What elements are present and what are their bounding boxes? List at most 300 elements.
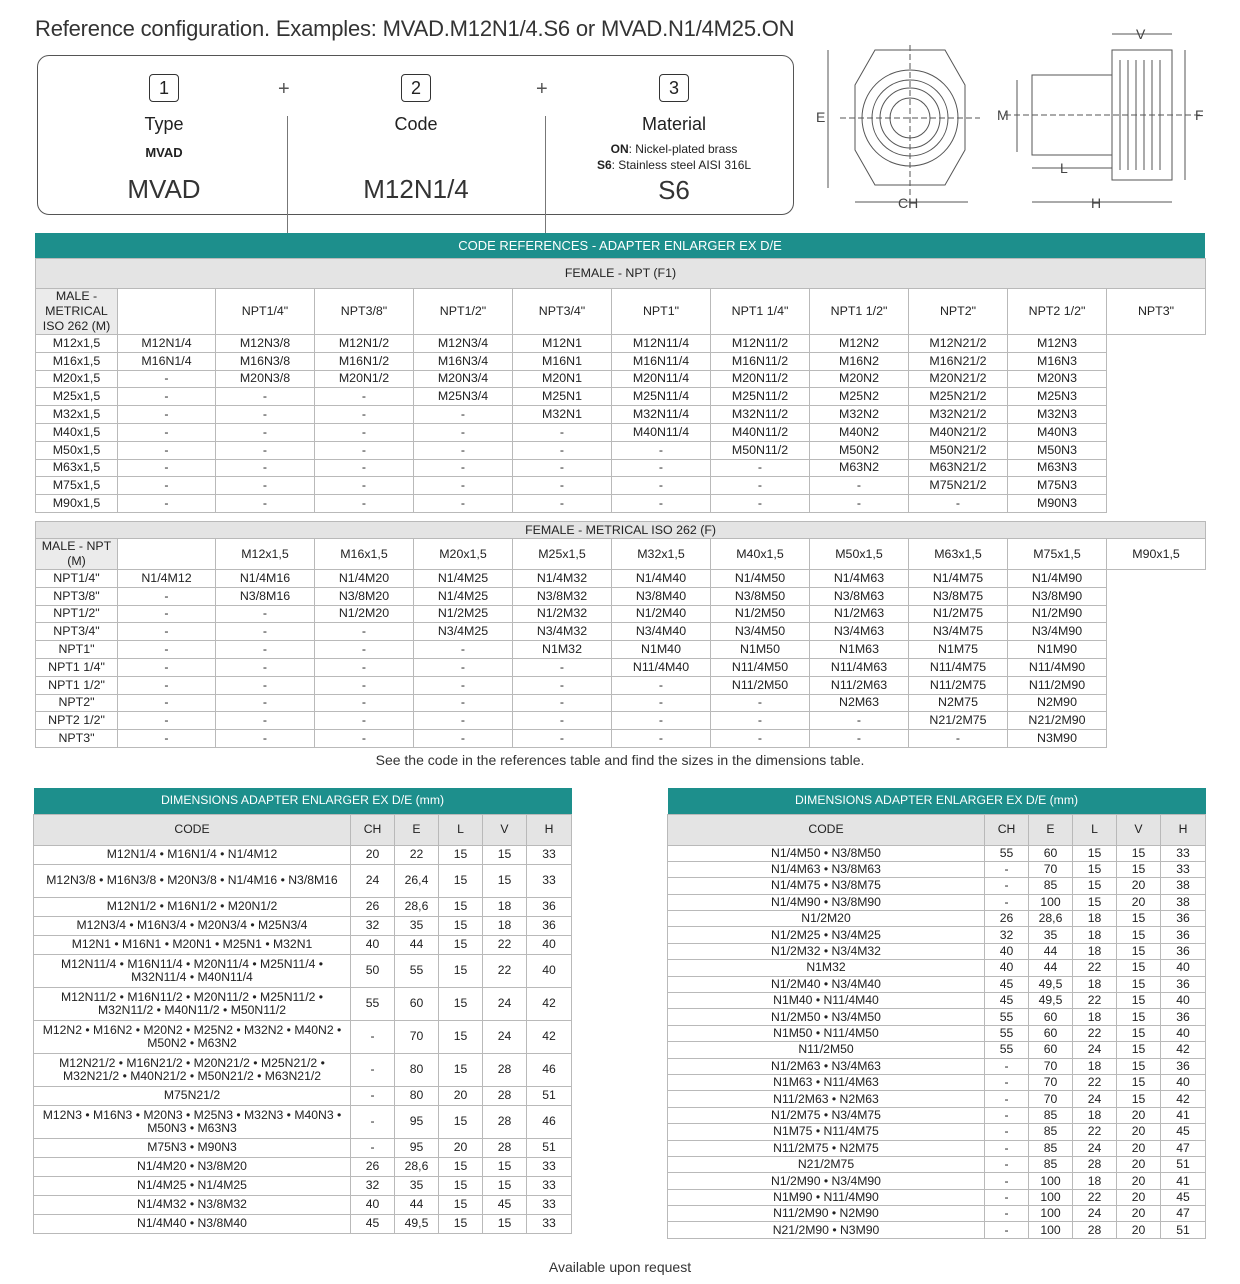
table-cell: 85 — [1029, 1124, 1073, 1140]
table-cell: 33 — [527, 864, 572, 897]
adapter-diagram — [810, 20, 1210, 220]
table-cell: - — [118, 370, 216, 388]
table-row — [34, 1157, 572, 1176]
footer-note: Available upon request — [548, 1259, 692, 1275]
table-cell: M12N11/4 — [612, 335, 711, 353]
table-row — [36, 730, 1206, 748]
table-cell: N3/8M16 — [216, 587, 315, 605]
row-header: NPT1/2" — [36, 605, 118, 623]
column-header: M32x1,5 — [612, 539, 711, 570]
table-cell: N21/2M75 — [909, 712, 1008, 730]
table-cell: 36 — [1161, 943, 1206, 959]
table-cell: N1/4M12 — [118, 570, 216, 588]
table-cell: 15 — [1117, 1042, 1161, 1058]
table-cell: 70 — [1029, 861, 1073, 877]
table-cell: 55 — [985, 1042, 1029, 1058]
config-code — [290, 56, 542, 214]
table-cell: 28 — [483, 1053, 527, 1086]
npt-female-table — [35, 258, 1206, 513]
table-cell: 60 — [395, 987, 439, 1020]
column-header: M63x1,5 — [909, 539, 1008, 570]
dim-label-e: E — [816, 109, 826, 125]
table-cell: - — [414, 406, 513, 424]
table-cell: 15 — [483, 1214, 527, 1233]
code-cell: N1/2M90 • N3/4M90 — [668, 1173, 985, 1189]
plus-sign: + — [278, 78, 290, 100]
column-header: CODE — [668, 814, 985, 845]
dim-label-ch: CH — [898, 195, 919, 211]
table-cell: 33 — [1161, 845, 1206, 861]
table-row — [34, 845, 572, 864]
row-header: M32x1,5 — [36, 406, 118, 424]
table-cell: - — [315, 388, 414, 406]
table-cell: 32 — [351, 1176, 395, 1195]
table-cell: - — [711, 712, 810, 730]
code-cell: N1/4M75 • N3/8M75 — [668, 878, 985, 894]
table-cell: M16N1 — [513, 352, 612, 370]
table-cell: 28 — [1073, 1156, 1117, 1172]
table-cell: M32N11/4 — [612, 406, 711, 424]
table-cell: 55 — [985, 845, 1029, 861]
table-cell: N1/2M90 — [1008, 605, 1107, 623]
table-cell: M32N2 — [810, 406, 909, 424]
table-cell: 70 — [1029, 1074, 1073, 1090]
table-cell: - — [118, 388, 216, 406]
table-cell: N11/2M90 — [1008, 676, 1107, 694]
table-row — [668, 1189, 1206, 1205]
table-cell: 95 — [395, 1138, 439, 1157]
table-cell: M16N11/4 — [612, 352, 711, 370]
table-row — [34, 954, 572, 987]
table-cell: 15 — [439, 935, 483, 954]
code-cell: N1/2M50 • N3/4M50 — [668, 1009, 985, 1025]
table-cell: 35 — [395, 916, 439, 935]
table-cell: 22 — [1073, 1025, 1117, 1041]
table-cell: 28 — [483, 1105, 527, 1138]
table-row — [34, 897, 572, 916]
table-cell: 35 — [1029, 927, 1073, 943]
table-cell: M12N21/2 — [909, 335, 1008, 353]
table-cell: M16N2 — [810, 352, 909, 370]
table-cell: - — [909, 730, 1008, 748]
code-cell: N1/2M63 • N3/4M63 — [668, 1058, 985, 1074]
table-cell: - — [216, 641, 315, 659]
code-cell: N1/2M40 • N3/4M40 — [668, 976, 985, 992]
table-cell: - — [612, 495, 711, 513]
table-cell: - — [118, 406, 216, 424]
table-cell: M25N21/2 — [909, 388, 1008, 406]
table-cell: 85 — [1029, 1156, 1073, 1172]
table-cell: - — [414, 423, 513, 441]
code-cell: N11/2M63 • N2M63 — [668, 1091, 985, 1107]
table-cell: M12N1/2 — [315, 335, 414, 353]
table-cell: M50N21/2 — [909, 441, 1008, 459]
table-cell: 24 — [483, 1020, 527, 1053]
table-cell: 22 — [1073, 1189, 1117, 1205]
row-header: M12x1,5 — [36, 335, 118, 353]
table-cell: 20 — [1117, 1173, 1161, 1189]
table-cell: N1/2M32 — [513, 605, 612, 623]
table-cell: 47 — [1161, 1206, 1206, 1222]
table-row — [34, 1138, 572, 1157]
table-cell: 49,5 — [1029, 976, 1073, 992]
column-header: H — [1161, 814, 1206, 845]
table-subtitle: FEMALE - NPT (F1) — [36, 259, 1206, 289]
table-cell: N1/4M32 — [513, 570, 612, 588]
table-cell: - — [315, 658, 414, 676]
table-cell: N1/2M63 — [810, 605, 909, 623]
table-cell: - — [909, 495, 1008, 513]
table-cell: M12N11/2 — [711, 335, 810, 353]
table-cell: 70 — [395, 1020, 439, 1053]
table-cell: 22 — [1073, 960, 1117, 976]
table-cell: - — [612, 712, 711, 730]
code-cell: M12N3/4 • M16N3/4 • M20N3/4 • M25N3/4 — [34, 916, 351, 935]
table-cell: 46 — [527, 1105, 572, 1138]
material-option-s6: S6: Stainless steel AISI 316L — [596, 158, 752, 172]
table-cell: - — [985, 1074, 1029, 1090]
table-cell: 40 — [1161, 993, 1206, 1009]
table-cell: 15 — [1117, 1058, 1161, 1074]
table-cell: 100 — [1029, 894, 1073, 910]
table-cell: - — [414, 441, 513, 459]
table-cell: 85 — [1029, 878, 1073, 894]
table-row — [36, 623, 1206, 641]
table-cell: 15 — [1117, 960, 1161, 976]
table-cell: M20N3/4 — [414, 370, 513, 388]
table-cell: N11/4M63 — [810, 658, 909, 676]
table-cell: 15 — [439, 987, 483, 1020]
table-cell: 70 — [1029, 1058, 1073, 1074]
column-header: NPT3/8" — [315, 289, 414, 335]
table-row — [668, 911, 1206, 927]
code-cell: N1/2M32 • N3/4M32 — [668, 943, 985, 959]
column-header: CH — [351, 814, 395, 845]
table-row — [668, 1156, 1206, 1172]
table-cell: 45 — [1161, 1124, 1206, 1140]
code-cell: N1M32 — [668, 960, 985, 976]
table-cell: M50N11/2 — [711, 441, 810, 459]
code-cell: N1/4M40 • N3/8M40 — [34, 1214, 351, 1233]
dim-label-m: M — [997, 107, 1009, 123]
code-cell: N1/2M25 • N3/4M25 — [668, 927, 985, 943]
hex-front-view — [828, 45, 980, 202]
table-cell: - — [414, 694, 513, 712]
table-cell: - — [414, 658, 513, 676]
table-cell: 15 — [439, 1214, 483, 1233]
column-header: E — [395, 814, 439, 845]
table-row — [668, 976, 1206, 992]
table-cell: M25N2 — [810, 388, 909, 406]
table-cell: M12N2 — [810, 335, 909, 353]
table-cell: 18 — [1073, 927, 1117, 943]
code-cell: M75N3 • M90N3 — [34, 1138, 351, 1157]
table-cell: - — [118, 441, 216, 459]
table-cell: 28 — [483, 1086, 527, 1105]
table-cell: M40N21/2 — [909, 423, 1008, 441]
table-cell: 40 — [985, 943, 1029, 959]
table-cell: 15 — [1073, 878, 1117, 894]
table-cell: - — [810, 712, 909, 730]
code-cell: N11/2M90 • N2M90 — [668, 1206, 985, 1222]
table-cell: - — [414, 712, 513, 730]
row-header: NPT1/4" — [36, 570, 118, 588]
table-cell: 22 — [483, 954, 527, 987]
table-cell: N3/4M32 — [513, 623, 612, 641]
row-group-label: MALE - NPT (M) — [36, 539, 118, 570]
config-label: Material — [641, 114, 707, 134]
table-cell: - — [315, 495, 414, 513]
table-cell: N3M90 — [1008, 730, 1107, 748]
table-row — [668, 1173, 1206, 1189]
table-cell: 28,6 — [395, 897, 439, 916]
table-cell: 42 — [1161, 1091, 1206, 1107]
table-cell: - — [315, 423, 414, 441]
table-cell: - — [315, 641, 414, 659]
table-cell: N1/4M50 — [711, 570, 810, 588]
table-cell: - — [315, 712, 414, 730]
table-cell: - — [985, 1173, 1029, 1189]
table-cell: 28,6 — [395, 1157, 439, 1176]
table-row — [668, 861, 1206, 877]
table-cell: - — [315, 694, 414, 712]
table-row — [36, 587, 1206, 605]
table-cell: N1/2M75 — [909, 605, 1008, 623]
table-cell: 100 — [1029, 1189, 1073, 1205]
table-cell: 20 — [1117, 1222, 1161, 1238]
table-cell: N1/2M50 — [711, 605, 810, 623]
table-row — [36, 388, 1206, 406]
table-row — [34, 1176, 572, 1195]
table-cell: - — [612, 441, 711, 459]
table-cell: 18 — [483, 916, 527, 935]
table-cell: - — [315, 459, 414, 477]
table-row — [36, 658, 1206, 676]
table-cell: 40 — [1161, 1074, 1206, 1090]
table-cell: - — [216, 423, 315, 441]
code-cell: M12N3 • M16N3 • M20N3 • M25N3 • M32N3 • M40N3 • M50N3 • M63N3 — [34, 1105, 351, 1138]
column-header: M12x1,5 — [216, 539, 315, 570]
table-cell: - — [985, 1124, 1029, 1140]
dimensions-table-right — [667, 788, 1206, 1239]
table-cell: N21/2M90 — [1008, 712, 1107, 730]
row-header: NPT2" — [36, 694, 118, 712]
row-header: M16x1,5 — [36, 352, 118, 370]
table-cell: - — [985, 878, 1029, 894]
table-cell: 45 — [351, 1214, 395, 1233]
table-cell: 45 — [483, 1195, 527, 1214]
table-cell: 45 — [1161, 1189, 1206, 1205]
code-cell: M12N21/2 • M16N21/2 • M20N21/2 • M25N21/2 • M32N21/2 • M40N21/2 • M50N21/2 • M63N21/2 — [34, 1053, 351, 1086]
table-cell: - — [216, 388, 315, 406]
column-header: NPT1 1/4" — [711, 289, 810, 335]
column-header: M40x1,5 — [711, 539, 810, 570]
table-cell: N3/4M75 — [909, 623, 1008, 641]
table-cell: 22 — [1073, 1124, 1117, 1140]
table-cell: 15 — [1073, 861, 1117, 877]
table-cell: N1/4M90 — [1008, 570, 1107, 588]
table-cell: 22 — [1073, 1074, 1117, 1090]
table-cell: M75N21/2 — [909, 477, 1008, 495]
code-cell: N1/4M32 • N3/8M32 — [34, 1195, 351, 1214]
table-cell: 49,5 — [1029, 993, 1073, 1009]
table-cell: - — [351, 1086, 395, 1105]
table-row — [36, 605, 1206, 623]
table-cell: 60 — [1029, 1009, 1073, 1025]
column-header: V — [1117, 814, 1161, 845]
column-header: H — [527, 814, 572, 845]
table-cell: - — [985, 1091, 1029, 1107]
table-cell: 44 — [395, 935, 439, 954]
code-cell: N1M40 • N11/4M40 — [668, 993, 985, 1009]
table-cell: M25N1 — [513, 388, 612, 406]
table-cell: 20 — [1117, 1156, 1161, 1172]
table-cell: - — [118, 694, 216, 712]
table-cell: 18 — [1073, 976, 1117, 992]
column-header: M90x1,5 — [1107, 539, 1206, 570]
table-cell: M25N11/4 — [612, 388, 711, 406]
table-cell: 20 — [1117, 1189, 1161, 1205]
table-cell: M32N3 — [1008, 406, 1107, 424]
table-cell: M40N11/2 — [711, 423, 810, 441]
table-cell: 15 — [483, 1157, 527, 1176]
table-cell: - — [985, 861, 1029, 877]
table-cell: 60 — [1029, 1025, 1073, 1041]
table-row — [668, 1107, 1206, 1123]
metric-female-table — [35, 521, 1206, 748]
table-cell: 46 — [527, 1053, 572, 1086]
table-cell: N1/4M16 — [216, 570, 315, 588]
page-title: Reference configuration. Examples: MVAD.M12N1/4.S6 or MVAD.N1/4M25.ON — [35, 16, 795, 41]
table-cell: - — [216, 658, 315, 676]
table-row — [668, 1091, 1206, 1107]
table-cell: 24 — [1073, 1206, 1117, 1222]
table-cell: - — [414, 495, 513, 513]
table-cell: 20 — [439, 1086, 483, 1105]
table-cell: M20N3/8 — [216, 370, 315, 388]
config-number: 1 — [149, 74, 179, 102]
config-number: 3 — [659, 74, 689, 102]
table-cell: - — [351, 1138, 395, 1157]
table-row — [668, 960, 1206, 976]
table-row — [668, 1009, 1206, 1025]
dimensions-table-left — [33, 788, 572, 1234]
table-cell: N3/4M90 — [1008, 623, 1107, 641]
table-cell: 18 — [1073, 911, 1117, 927]
table-row — [668, 1140, 1206, 1156]
table-cell: - — [118, 423, 216, 441]
plus-sign: + — [536, 78, 548, 100]
table-cell: 42 — [527, 987, 572, 1020]
table-cell: - — [315, 730, 414, 748]
table-cell: 15 — [1117, 1025, 1161, 1041]
row-header: NPT2 1/2" — [36, 712, 118, 730]
table-row — [36, 352, 1206, 370]
table-cell: N2M75 — [909, 694, 1008, 712]
table-row — [34, 1195, 572, 1214]
row-header: NPT3" — [36, 730, 118, 748]
table-cell: M40N2 — [810, 423, 909, 441]
table-cell: N11/2M50 — [711, 676, 810, 694]
table-cell: 35 — [395, 1176, 439, 1195]
code-cell: N1M63 • N11/4M63 — [668, 1074, 985, 1090]
table-cell: N11/2M63 — [810, 676, 909, 694]
table-cell: N3/4M63 — [810, 623, 909, 641]
column-header: NPT1/2" — [414, 289, 513, 335]
table-cell: N1M40 — [612, 641, 711, 659]
table-row — [36, 423, 1206, 441]
table-cell: - — [414, 641, 513, 659]
table-cell: - — [810, 730, 909, 748]
table-cell: 15 — [1117, 943, 1161, 959]
table-cell: 38 — [1161, 894, 1206, 910]
table-cell: 18 — [1073, 1009, 1117, 1025]
table-cell: - — [414, 459, 513, 477]
table-cell: - — [118, 477, 216, 495]
ref-table-title: CODE REFERENCES - ADAPTER ENLARGER EX D/E — [35, 233, 1205, 258]
table-cell: - — [216, 676, 315, 694]
table-cell: 15 — [1073, 845, 1117, 861]
table-cell: 36 — [1161, 911, 1206, 927]
code-cell: N1/2M20 — [668, 911, 985, 927]
table-cell: - — [315, 406, 414, 424]
code-cell: M12N1/4 • M16N1/4 • N1/4M12 — [34, 845, 351, 864]
side-view — [1005, 34, 1200, 202]
see-text: See the code in the references table and find the sizes in the dimensions table. — [375, 752, 865, 768]
code-cell: N1M75 • N11/4M75 — [668, 1124, 985, 1140]
table-cell: - — [985, 1222, 1029, 1238]
table-row — [34, 1214, 572, 1233]
table-cell: 15 — [1073, 894, 1117, 910]
table-cell: - — [216, 477, 315, 495]
table-cell: 47 — [1161, 1140, 1206, 1156]
table-cell: M16N3/8 — [216, 352, 315, 370]
config-value: MVAD — [127, 174, 201, 204]
table-cell: - — [414, 730, 513, 748]
table-cell: - — [118, 459, 216, 477]
row-header: NPT3/8" — [36, 587, 118, 605]
table-row — [36, 641, 1206, 659]
dim-label-h: H — [1091, 195, 1102, 211]
config-sub: MVAD — [145, 145, 183, 160]
table-cell: 40 — [1161, 1025, 1206, 1041]
divider — [287, 116, 288, 251]
column-header: NPT2 1/2" — [1008, 289, 1107, 335]
table-cell: N3/8M75 — [909, 587, 1008, 605]
table-cell: 15 — [439, 954, 483, 987]
dim-table-title: DIMENSIONS ADAPTER ENLARGER EX D/E (mm) — [668, 788, 1206, 814]
table-cell: 15 — [1117, 845, 1161, 861]
config-label: Code — [394, 114, 438, 134]
table-cell: - — [985, 1058, 1029, 1074]
table-cell: M16N21/2 — [909, 352, 1008, 370]
table-cell: M20N21/2 — [909, 370, 1008, 388]
table-cell: 22 — [395, 845, 439, 864]
table-cell: 15 — [483, 864, 527, 897]
table-row — [36, 676, 1206, 694]
table-cell: N1/4M25 — [414, 570, 513, 588]
table-cell: N1/4M25 — [414, 587, 513, 605]
table-cell: M40N11/4 — [612, 423, 711, 441]
table-row — [668, 1222, 1206, 1238]
table-row — [34, 1020, 572, 1053]
column-header: NPT1 1/2" — [810, 289, 909, 335]
table-cell: 40 — [1161, 960, 1206, 976]
row-header: M40x1,5 — [36, 423, 118, 441]
table-cell: - — [216, 406, 315, 424]
table-cell: - — [118, 605, 216, 623]
table-cell: M32N21/2 — [909, 406, 1008, 424]
